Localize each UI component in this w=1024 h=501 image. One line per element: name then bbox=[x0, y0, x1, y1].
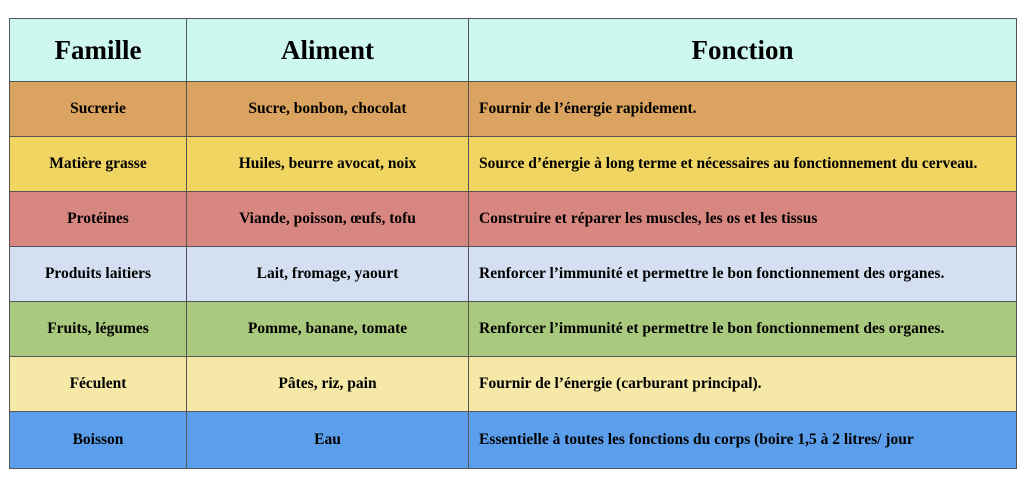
cell-famille: Sucrerie bbox=[10, 82, 187, 137]
cell-fonction: Fournir de l’énergie rapidement. bbox=[469, 82, 1017, 137]
table-row bbox=[10, 192, 1017, 247]
cell-aliment: Sucre, bonbon, chocolat bbox=[187, 82, 469, 137]
cell-famille: Protéines bbox=[10, 192, 187, 247]
cell-fonction: Essentielle à toutes les fonctions du corps (boire 1,5 à 2 litres/ jour bbox=[469, 412, 1017, 469]
table-row bbox=[10, 137, 1017, 192]
cell-aliment: Pâtes, riz, pain bbox=[187, 357, 469, 412]
cell-fonction: Fournir de l’énergie (carburant principal). bbox=[469, 357, 1017, 412]
table-row bbox=[10, 82, 1017, 137]
cell-famille: Matière grasse bbox=[10, 137, 187, 192]
cell-aliment: Viande, poisson, œufs, tofu bbox=[187, 192, 469, 247]
food-table bbox=[9, 18, 1017, 469]
cell-famille: Boisson bbox=[10, 412, 187, 469]
header-aliment: Aliment bbox=[187, 19, 469, 82]
cell-aliment: Huiles, beurre avocat, noix bbox=[187, 137, 469, 192]
food-table-container bbox=[9, 18, 1016, 469]
cell-famille: Féculent bbox=[10, 357, 187, 412]
header-fonction: Fonction bbox=[469, 19, 1017, 82]
cell-fonction: Renforcer l’immunité et permettre le bon fonctionnement des organes. bbox=[469, 302, 1017, 357]
cell-aliment: Pomme, banane, tomate bbox=[187, 302, 469, 357]
table-row bbox=[10, 302, 1017, 357]
cell-famille: Fruits, légumes bbox=[10, 302, 187, 357]
table-row bbox=[10, 247, 1017, 302]
cell-aliment: Lait, fromage, yaourt bbox=[187, 247, 469, 302]
cell-fonction: Renforcer l’immunité et permettre le bon fonctionnement des organes. bbox=[469, 247, 1017, 302]
header-famille: Famille bbox=[10, 19, 187, 82]
cell-fonction: Source d’énergie à long terme et nécessaires au fonctionnement du cerveau. bbox=[469, 137, 1017, 192]
table-row bbox=[10, 412, 1017, 469]
table-header-row bbox=[10, 19, 1017, 82]
cell-famille: Produits laitiers bbox=[10, 247, 187, 302]
cell-fonction: Construire et réparer les muscles, les os et les tissus bbox=[469, 192, 1017, 247]
cell-aliment: Eau bbox=[187, 412, 469, 469]
table-row bbox=[10, 357, 1017, 412]
